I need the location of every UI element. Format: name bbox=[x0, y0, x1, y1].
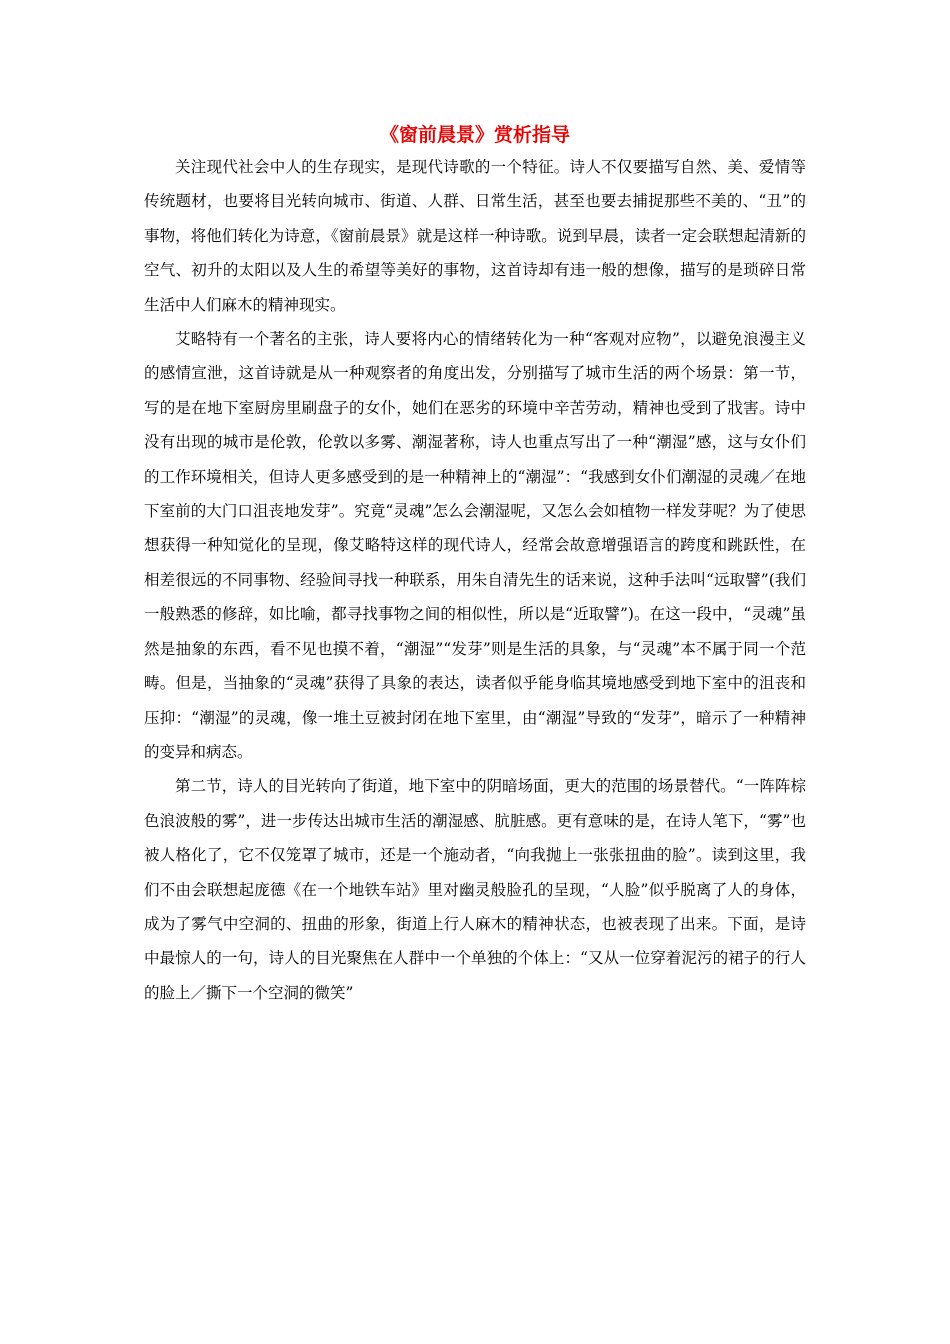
paragraph-section-two: 第二节，诗人的目光转向了街道，地下室中的阴暗场面，更大的范围的场景替代。“一阵阵棕色浪波般的雾”，进一步传达出城市生活的潮湿感、肮脏感。更有意味的是，在诗人笔下，“雾”也被人格化了，它不仅笼罩了城市，还是一个施动者，“向我抛上一张张扭曲的脸”。读到这里，我们不由会联想起庞德《在一个地铁车站》里对幽灵般脸孔的呈现，“人脸”似乎脱离了人的身体，成为了雾气中空洞的、扭曲的形象，街道上行人麻木的精神状态，也被表现了出来。下面，是诗中最惊人的一句，诗人的目光聚焦在人群中一个单独的个体上：“又从一位穿着泥污的裙子的行人的脸上／撕下一个空洞的微笑” bbox=[144, 777, 806, 1002]
paragraph-section-one: 艾略特有一个著名的主张，诗人要将内心的情绪转化为一种“客观对应物”，以避免浪漫主义的感情宣泄，这首诗就是从一种观察者的角度出发，分别描写了城市生活的两个场景：第一节，写的是在地下室厨房里刷盘子的女仆，她们在恶劣的环境中辛苦劳动，精神也受到了戕害。诗中没有出现的城市是伦敦，伦敦以多雾、潮湿著称，诗人也重点写出了一种“潮湿”感，这与女仆们的工作环境相关，但诗人更多感受到的是一种精神上的“潮湿”：“我感到女仆们潮湿的灵魂／在地下室前的大门口沮丧地发芽”。究竟“灵魂”怎么会潮湿呢，又怎么会如植物一样发芽呢？为了使思想获得一种知觉化的呈现，像艾略特这样的现代诗人，经常会故意增强语言的跨度和跳跃性，在相差很远的不同事物、经验间寻找一种联系，用朱自清先生的话来说，这种手法叫“远取譬”(我们一般熟悉的修辞，如比喻，都寻找事物之间的相似性，所以是“近取譬”)。在这一段中，“灵魂”虽然是抽象的东西，看不见也摸不着，“潮湿”“发芽”则是生活的具象，与“灵魂”本不属于同一个范畴。但是，当抽象的“灵魂”获得了具象的表达，读者似乎能身临其境地感受到地下室中的沮丧和压抑：“潮湿”的灵魂，像一堆土豆被封闭在地下室里，由“潮湿”导致的“发芽”，暗示了一种精神的变异和病态。 bbox=[144, 330, 806, 761]
paragraph-intro: 关注现代社会中人的生存现实，是现代诗歌的一个特征。诗人不仅要描写自然、美、爱情等传统题材，也要将目光转向城市、街道、人群、日常生活，甚至也要去捕捉那些不美的、“丑”的事物，将他们转化为诗意，《窗前晨景》就是这样一种诗歌。说到早晨，读者一定会联想起清新的空气、初升的太阳以及人生的希望等美好的事物，这首诗却有违一般的想像，描写的是琐碎日常生活中人们麻木的精神现实。 bbox=[144, 158, 806, 314]
document-body bbox=[144, 150, 806, 1010]
document-title: 《窗前晨景》赏析指导 bbox=[379, 124, 570, 146]
